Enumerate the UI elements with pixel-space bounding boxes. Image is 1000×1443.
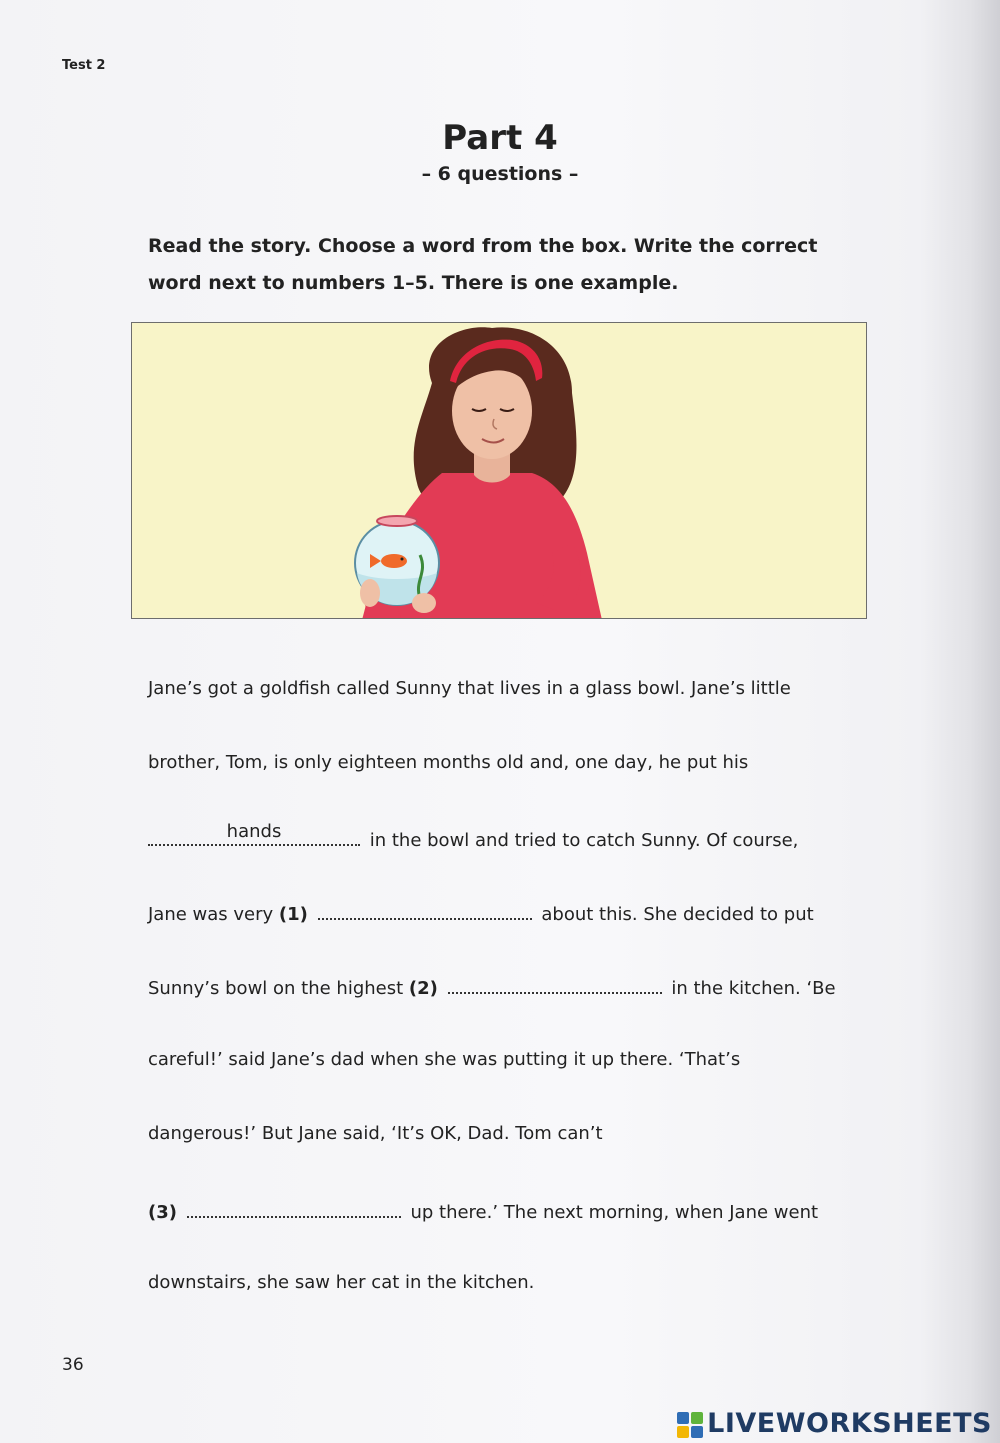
story-line-5-after: in the kitchen. ‘Be [671, 978, 836, 999]
story-line-3-text: in the bowl and tried to catch Sunny. Of course, [369, 830, 799, 851]
liveworksheets-logo-icon [677, 1412, 703, 1438]
question-3-number: (3) [148, 1202, 177, 1223]
example-answer: hands [226, 821, 282, 842]
question-2-number: (2) [408, 978, 438, 999]
answer-blank-2[interactable] [448, 974, 662, 994]
story-line-4 [148, 900, 858, 925]
story-line-5 [148, 974, 858, 999]
answer-blank-1[interactable] [318, 900, 532, 920]
story-line-4-before: Jane was very [148, 904, 274, 925]
instructions-line-1: Read the story. Choose a word from the box. Write the correct [148, 235, 818, 257]
story-line-5-before: Sunny’s bowl on the highest [148, 978, 404, 999]
page-number: 36 [62, 1355, 84, 1375]
test-label: Test 2 [62, 58, 106, 73]
story-line-9: downstairs, she saw her cat in the kitchen. [148, 1272, 535, 1293]
story-line-2: brother, Tom, is only eighteen months old and, one day, he put his [148, 752, 749, 773]
girl-with-goldfish-bowl-illustration [132, 323, 867, 619]
story-line-3 [148, 821, 858, 851]
illustration-box [131, 322, 867, 619]
example-answer-blank [148, 821, 360, 846]
story-line-6: careful!’ said Jane’s dad when she was putting it up there. ‘That’s [148, 1049, 741, 1070]
question-1-number: (1) [278, 904, 308, 925]
answer-blank-3[interactable] [187, 1198, 401, 1218]
story-line-8 [148, 1198, 858, 1223]
story-line-4-after: about this. She decided to put [541, 904, 814, 925]
story-line-7: dangerous!’ But Jane said, ‘It’s OK, Dad. Tom can’t [148, 1123, 603, 1144]
liveworksheets-watermark [677, 1408, 992, 1439]
instructions-line-2: word next to numbers 1–5. There is one example. [148, 272, 679, 294]
part-title: Part 4 [442, 118, 558, 158]
instructions [148, 228, 848, 302]
watermark-text: LIVEWORKSHEETS [707, 1408, 992, 1439]
story-line-1: Jane’s got a goldfish called Sunny that lives in a glass bowl. Jane’s little [148, 678, 791, 699]
part-subtitle: – 6 questions – [421, 163, 579, 185]
story-line-8-after: up there.’ The next morning, when Jane went [410, 1202, 819, 1223]
